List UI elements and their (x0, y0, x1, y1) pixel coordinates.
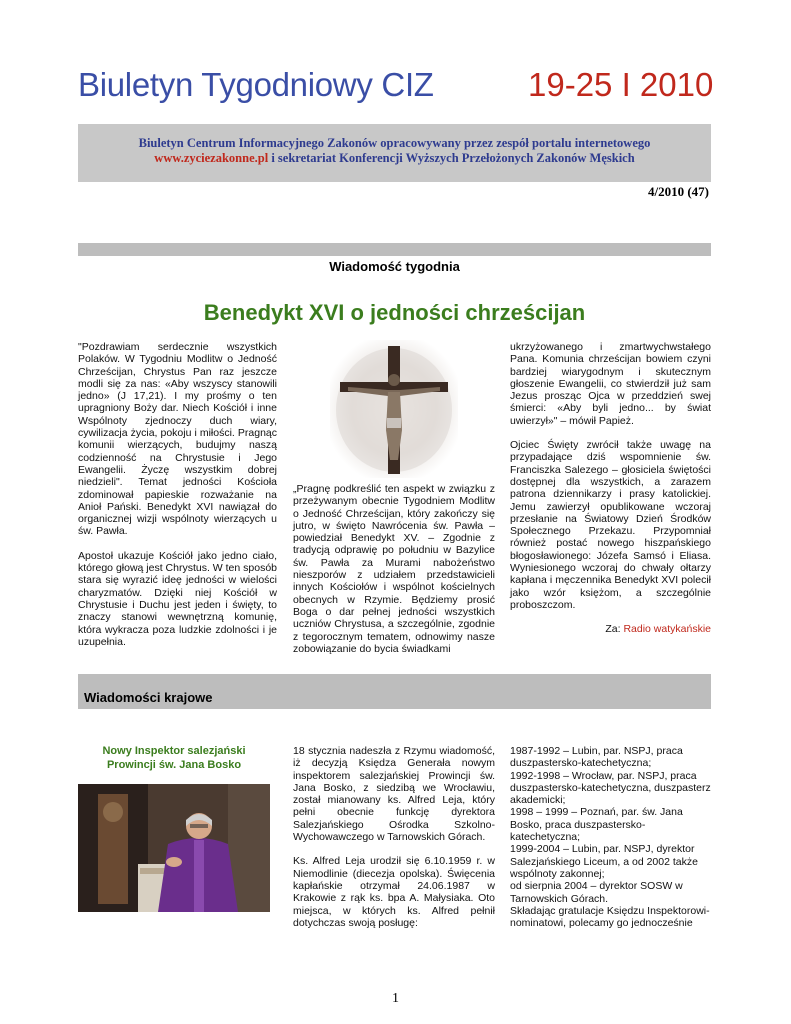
article-source (510, 623, 711, 635)
career-entry: 1999-2004 – Lubin, par. NSPJ, dyrektor Salezjańskiego Liceum, a od 2002 także wspólnoty zakonnej; (510, 843, 698, 880)
section-divider-bar (78, 674, 711, 687)
portal-link[interactable]: www.zyciezakonne.pl (154, 151, 269, 165)
news-paragraph: Ks. Alfred Leja urodził się 6.10.1959 r. w Niemodlinie (diecezja opolska). Święcenia kapłańskie otrzymał 24.06.1987 w Krakowie z rąk ks. bpa A. Małysiaka. Oto miejsca, w których ks. Alfred pełnił dotychczas swoją posługę: (293, 855, 495, 929)
section-divider-bar (78, 243, 711, 256)
bulletin-title: Biuletyn Tygodniowy CIZ (78, 66, 434, 103)
bulletin-date: 19-25 I 2010 (528, 66, 714, 103)
career-entry: 1992-1998 – Wrocław, par. NSPJ, praca duszpastersko-katechetyczna, duszpasterz akademicki; (510, 769, 711, 807)
article-paragraph: Apostoł ukazuje Kościół jako jedno ciało, którego głową jest Chrystus. W ten sposób stara się wyrazić ideę jedności w wielości charyzmatów. Dzięki niej Kościół w Chrystusie i Duchu jest jeden i święty, to znaczy stanowi wewnętrzną komunię, która wykracza poza ludzkie zdolności i je uzupełnia. (78, 549, 278, 648)
issue-number: 4/2010 (47) (647, 184, 709, 199)
career-entry: 1998 – 1999 – Poznań, par. św. Jana Bosko, praca duszpastersko-katechetyczna; (510, 806, 683, 844)
article-paragraph: ukrzyżowanego i zmartwychwstałego Pana. Komunia chrześcijan bowiem czyni bardziej wiarygodnym i skutecznym głoszenie Ewangelii, co stwierdził już sam Jezus prosząc Ojca w przeddzień swej śmierci: «Aby byli jedno... by świat uwierzył»" – mówił Papież. (510, 341, 711, 427)
article-column-2 (293, 483, 495, 667)
article-column-1 (78, 341, 277, 660)
news-column-2 (293, 745, 495, 941)
section-title-week-news: Wiadomość tygodnia (329, 259, 460, 274)
info-line-2 (78, 151, 711, 166)
article-headline: Benedykt XVI o jedności chrześcijan (203, 300, 586, 325)
news-column-3 (510, 745, 711, 929)
article-column-3 (510, 341, 711, 648)
priest-photo (78, 784, 270, 912)
article-paragraph: „Pragnę podkreślić ten aspekt w związku z przeżywanym obecnie Tygodniem Modlitw o Jedność Chrześcijan, który zakończy się jutro, w święto Nawrócenia św. Pawła – powiedział Benedykt XV. – Zgodnie z tradycją odprawię po południu w Bazylice św. Pawła za Murami nabożeństwo nieszporów z udziałem przedstawicieli innych Kościołów i wspólnot kościelnych obecnych w Rzymie. Będziemy prosić Boga o dar pełnej jedności wszystkich uczniów Chrystusa, a szczególnie, zgodnie z tegorocznym tematem, odnowimy nasze zobowiązanie do bycia świadkami (293, 483, 495, 655)
article-paragraph: Ojciec Święty zwrócił także uwagę na przypadające dziś wspomnienie św. Franciszka Salezego – głosiciela świętości dostępnej dla wszystkich, a zarazem patrona dziennikarzy i prasy katolickiej. Jemu zawierzył opublikowane wczoraj przesłanie na Światowy Dzień Środków Społecznego Przekazu. Przypomniał również postać nowego hiszpańskiego błogosławionego: Józefa Samsó i Eliasa. Wyniesionego wczoraj do chwały ołtarzy kapłana i męczennika Benedykt XVI polecił jako wzór księżom, a szczególnie proboszczom. (510, 439, 711, 611)
career-entry: 1987-1992 – Lubin, par. NSPJ, praca duszpastersko-katechetyczna; (510, 745, 683, 770)
career-entry: od sierpnia 2004 – dyrektor SOSW w Tarnowskich Górach. (510, 880, 683, 905)
crucifix-image (330, 340, 458, 478)
page-number: 1 (392, 991, 399, 1006)
info-line-1: Biuletyn Centrum Informacyjnego Zakonów opracowywany przez zespół portalu internetowego (138, 136, 651, 150)
source-prefix: Za: (605, 623, 624, 636)
news-headline: Nowy Inspektor salezjański Prowincji św. Jana Bosko (102, 745, 246, 771)
info-line-2-rest: i sekretariat Konferencji Wyższych Przełożonych Zakonów Męskich (268, 151, 635, 165)
source-link[interactable]: Radio watykańskie (623, 623, 711, 636)
info-band (78, 124, 711, 182)
news-paragraph: 18 stycznia nadeszła z Rzymu wiadomość, iż decyzją Księdza Generała nowym inspektorem salezjańskiej Prowincji św. Jana Bosko, z siedzibą we Wrocławiu, został mianowany ks. Alfred Leja, który pełni obecnie funkcję dyrektora Salezjańskiego Ośrodka Szkolno-Wychowawczego w Tarnowskich Górach. (293, 745, 495, 844)
section-title-national-news: Wiadomości krajowe (78, 687, 711, 709)
career-entry: Składając gratulacje Księdzu Inspektorowi-nominatowi, polecamy go jednocześnie (510, 904, 710, 930)
article-paragraph: "Pozdrawiam serdecznie wszystkich Polaków. W Tygodniu Modlitw o Jedność Chrześcijan, Chrystus Pan raz jeszcze modli się za nas: «Aby wszyscy stanowili jedno» (J 17,21). I my prośmy o ten upragniony Boży dar. Niech Kościół i inne Wspólnoty zjednoczy duch wiary, cywilizacja życia, pokoju i miłości. Pragnąc komunii wierzących, budujmy naszą codzienność na Chrystusie i Jego Ewangelii. Życzę wszystkim dobrej niedzieli". Temat jedności Kościoła zdominował papieskie rozważanie na Anioł Pański. Benedykt XVI nawiązał do organicznej wizji wspólnoty wierzących u św. Pawła. (78, 341, 277, 538)
